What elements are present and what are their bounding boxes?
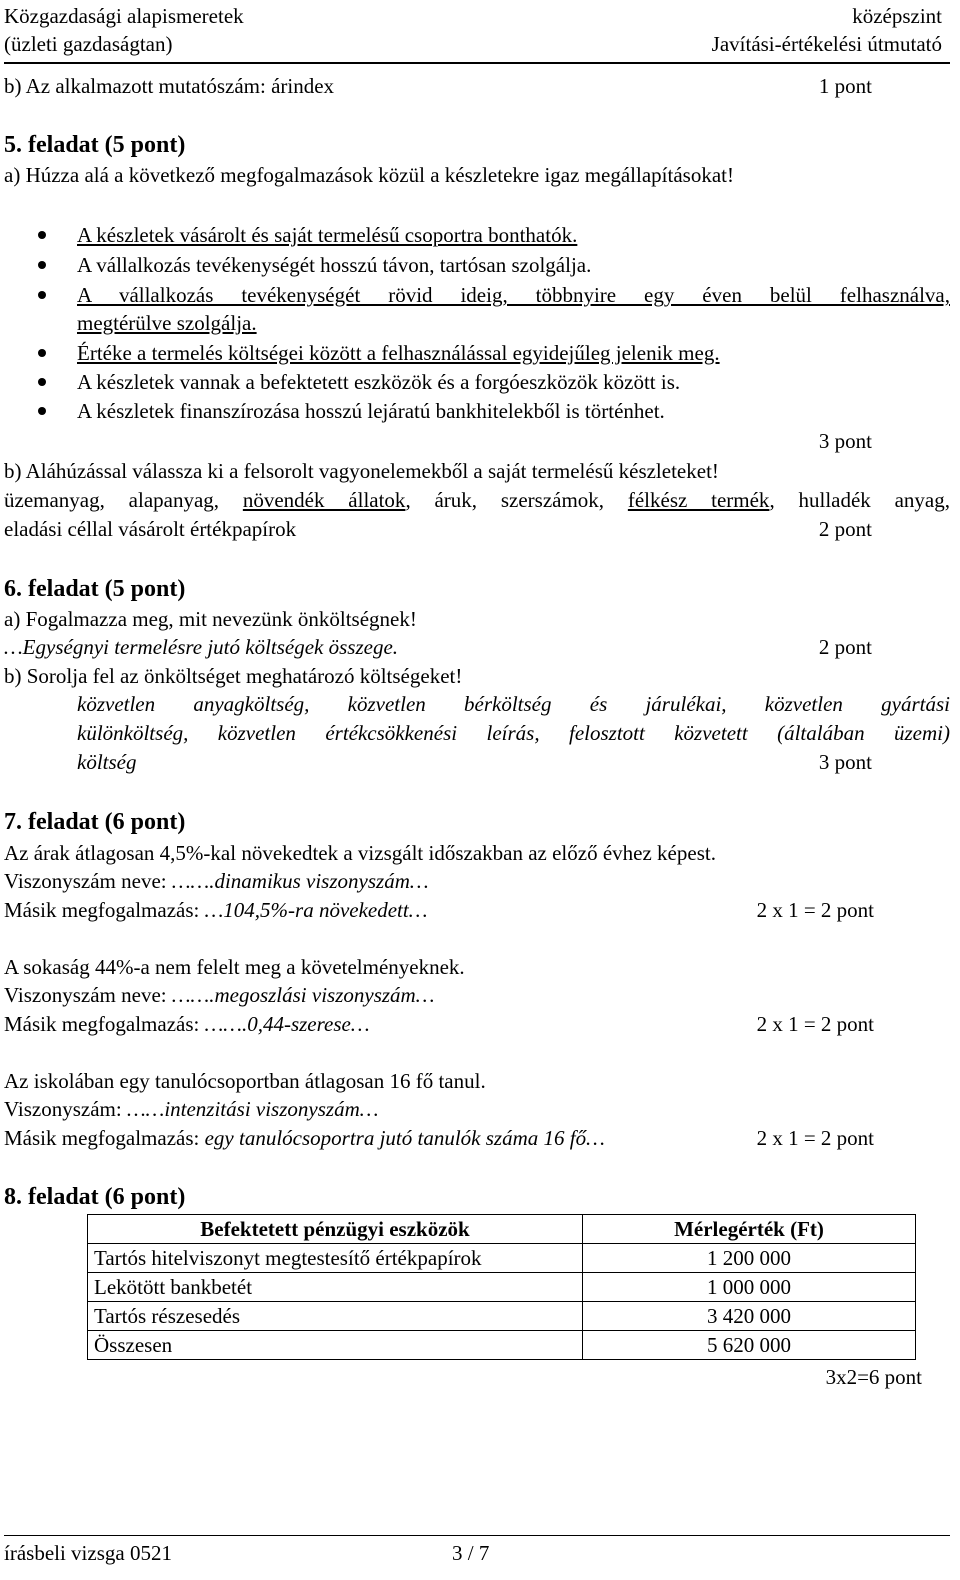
cell-value: 5 620 000 [583, 1331, 916, 1360]
cell-asset: Tartós részesedés [88, 1302, 583, 1331]
task5-b-points: 2 pont [818, 517, 872, 541]
answer: …….0,44-szerese… [204, 1012, 370, 1036]
task7-s3-points: 2 x 1 = 2 pont [756, 1126, 874, 1150]
table-row [88, 1302, 916, 1331]
answer: …….dinamikus viszonyszám… [171, 869, 429, 893]
task7-title: 7. feladat (6 pont) [4, 809, 186, 835]
label: Másik megfogalmazás: [4, 1126, 205, 1150]
balance-table [87, 1214, 916, 1360]
task7-s1-alt [4, 897, 427, 923]
label: Viszonyszám neve: [4, 869, 172, 893]
task4-b-points: 1 pont [818, 74, 872, 98]
header-right [712, 2, 942, 58]
footer-rule [4, 1535, 950, 1536]
item-text: üzemanyag, alapanyag, [4, 488, 243, 512]
cell-value: 1 000 000 [583, 1273, 916, 1302]
item-underlined-1: növendék állatok [242, 488, 406, 512]
label: Másik megfogalmazás: [4, 898, 205, 922]
task5-a-points: 3 pont [818, 429, 872, 453]
cell-value: 1 200 000 [583, 1244, 916, 1273]
cell-asset: Tartós hitelviszonyt megtestesítő értékpapírok [88, 1244, 583, 1273]
table-header-row [88, 1215, 916, 1244]
task5-b-items-line2: eladási céllal vásárolt értékpapírok [4, 517, 297, 541]
table-row [88, 1331, 916, 1360]
header-left [4, 2, 244, 58]
label: Viszonyszám: [4, 1097, 127, 1121]
answer: …….megoszlási viszonyszám… [171, 983, 435, 1007]
label: Viszonyszám neve: [4, 983, 172, 1007]
cell-value: 3 420 000 [583, 1302, 916, 1331]
task7-s2-points: 2 x 1 = 2 pont [756, 1012, 874, 1036]
header-rule [4, 62, 950, 64]
item-text: , áruk, szerszámok, [405, 488, 628, 512]
task7-s3-name [4, 1096, 378, 1122]
answer: egy tanulócsoportra jutó tanulók száma 16 fő… [204, 1126, 605, 1150]
header-subtitle: (üzleti gazdaságtan) [4, 32, 173, 56]
item-text: , hulladék anyag, [769, 488, 950, 512]
task5-bullet-1: A készletek vásárolt és saját termelésű csoportra bonthatók. [77, 223, 578, 247]
task5-bullet-3: A vállalkozás tevékenységét rövid ideig, többnyire egy éven belül felhasználva, [77, 283, 950, 307]
task7-s2-statement: A sokaság 44%-a nem felelt meg a követelményeknek. [4, 955, 465, 979]
table-row [88, 1244, 916, 1273]
header-subject: Közgazdasági alapismeretek [4, 4, 244, 28]
cell-asset: Összesen [88, 1331, 583, 1360]
item-underlined-2: félkész termék [627, 488, 770, 512]
bullet-dot [38, 378, 46, 386]
task5-bullet-2: A vállalkozás tevékenységét hosszú távon, tartósan szolgálja. [77, 253, 592, 277]
answer: …104,5%-ra növekedett… [204, 898, 428, 922]
task7-s3-alt [4, 1125, 605, 1151]
task8-points: 3x2=6 pont [825, 1365, 922, 1389]
task5-bullet-5: A készletek vannak a befektetett eszközök és a forgóeszközök között is. [77, 370, 681, 394]
header-guide: Javítási-értékelési útmutató [711, 32, 942, 56]
task6-b-points: 3 pont [818, 750, 872, 774]
task6-b-question: b) Sorolja fel az önköltséget meghatározó költségeket! [4, 664, 463, 688]
task7-s2-name [4, 982, 434, 1008]
task8-title: 8. feladat (6 pont) [4, 1184, 186, 1210]
task5-bullet-4: Értéke a termelés költségei között a felhasználással egyidejűleg jelenik meg. [77, 341, 720, 365]
task5-bullet-6: A készletek finanszírozása hosszú lejáratú bankhitelekből is történhet. [77, 399, 665, 423]
task7-s2-alt [4, 1011, 370, 1037]
task4-b-answer: b) Az alkalmazott mutatószám: árindex [4, 74, 335, 98]
bullet-dot [38, 261, 46, 269]
bullet-dot [38, 407, 46, 415]
task6-b-answer-3: költség [77, 750, 137, 774]
task6-b-answer-2: különköltség, közvetlen értékcsökkenési leírás, felosztott közvetett (általában üzemi) [77, 721, 950, 745]
task6-a-answer: …Egységnyi termelésre jutó költségek összege. [4, 635, 399, 659]
bullet-dot [38, 231, 46, 239]
answer: ……intenzitási viszonyszám… [126, 1097, 379, 1121]
task7-s1-name [4, 868, 429, 894]
task7-s1-points: 2 x 1 = 2 pont [756, 898, 874, 922]
task6-a-question: a) Fogalmazza meg, mit nevezünk önköltségnek! [4, 607, 417, 631]
footer-exam-code: írásbeli vizsga 0521 [4, 1541, 172, 1565]
task5-b-question: b) Aláhúzással válassza ki a felsorolt vagyonelemekből a saját termelésű készleteket! [4, 459, 719, 483]
bullet-dot [38, 291, 46, 299]
task5-b-items [4, 487, 950, 513]
task6-a-points: 2 pont [818, 635, 872, 659]
task6-title: 6. feladat (5 pont) [4, 576, 186, 602]
cell-asset: Lekötött bankbetét [88, 1273, 583, 1302]
footer-page-number: 3 / 7 [452, 1541, 490, 1565]
col-header-assets: Befektetett pénzügyi eszközök [88, 1215, 583, 1244]
task6-b-answer-1: közvetlen anyagköltség, közvetlen bérköltség és járulékai, közvetlen gyártási [77, 692, 950, 716]
header-level: középszint [852, 4, 942, 28]
col-header-value: Mérlegérték (Ft) [583, 1215, 916, 1244]
task5-a-question: a) Húzza alá a következő megfogalmazások közül a készletekre igaz megállapításokat! [4, 163, 734, 187]
label: Másik megfogalmazás: [4, 1012, 205, 1036]
bullet-dot [38, 349, 46, 357]
task7-s1-statement: Az árak átlagosan 4,5%-kal növekedtek a vizsgált időszakban az előző évhez képest. [4, 841, 716, 865]
task5-title: 5. feladat (5 pont) [4, 132, 186, 158]
task5-bullet-3-cont: megtérülve szolgálja. [77, 311, 257, 335]
table-row [88, 1273, 916, 1302]
task7-s3-statement: Az iskolában egy tanulócsoportban átlagosan 16 fő tanul. [4, 1069, 486, 1093]
